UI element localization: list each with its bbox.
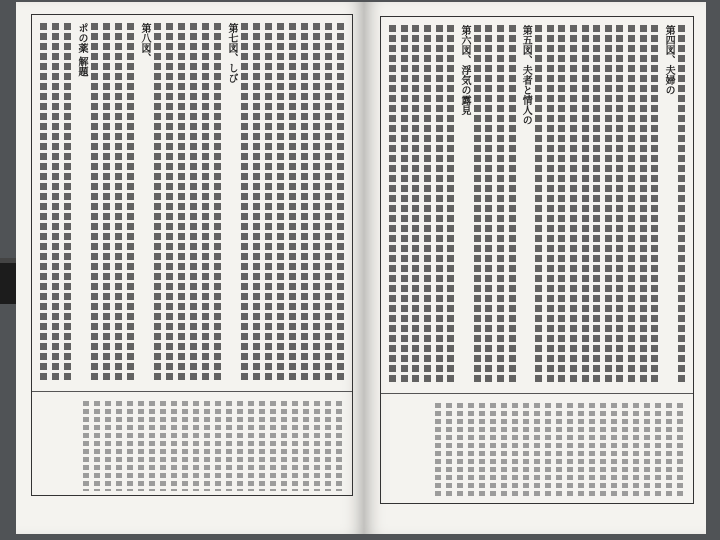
text-column: [64, 23, 71, 383]
text-column: [651, 25, 658, 385]
text-column: [115, 23, 122, 383]
text-column: [474, 25, 481, 385]
text-column: [485, 25, 492, 385]
text-column: [166, 23, 173, 383]
text-column: [497, 25, 504, 385]
left-page: [16, 2, 364, 534]
text-column: [628, 25, 635, 385]
text-column: [436, 25, 443, 385]
text-column: [91, 23, 98, 383]
text-column: [178, 23, 185, 383]
text-column: [558, 25, 565, 385]
text-column: [313, 23, 320, 383]
right-page-frame: [380, 16, 694, 504]
text-column: [40, 23, 47, 383]
left-body-text: [32, 15, 352, 383]
text-column: [253, 23, 260, 383]
text-column: [582, 25, 589, 385]
text-column: [570, 25, 577, 385]
text-column: [509, 25, 516, 385]
text-column: [412, 25, 419, 385]
text-column: [678, 25, 685, 385]
text-column: [277, 23, 284, 383]
text-column: [265, 23, 272, 383]
section-heading: ポの薬 解題: [76, 23, 87, 77]
text-column: [401, 25, 408, 385]
notes-divider: [32, 391, 352, 392]
open-book: [16, 2, 706, 538]
section-heading: 第七図、しび: [226, 23, 237, 83]
section-heading: 第四図、夫婦の: [663, 25, 675, 95]
text-column: [289, 23, 296, 383]
text-column: [593, 25, 600, 385]
left-page-frame: [31, 14, 353, 496]
text-column: [389, 25, 396, 385]
text-column: [52, 23, 59, 383]
notes-divider: [381, 393, 693, 394]
text-column: [547, 25, 554, 385]
right-page: [364, 2, 706, 534]
text-column: [301, 23, 308, 383]
right-footnotes: [381, 399, 693, 503]
section-heading: 第六図、浮気の露見: [458, 25, 470, 115]
left-footnotes: [32, 397, 352, 495]
text-column: [337, 23, 344, 383]
text-column: [325, 23, 332, 383]
text-column: [640, 25, 647, 385]
text-column: [214, 23, 221, 383]
text-column: [127, 23, 134, 383]
text-column: [103, 23, 110, 383]
text-column: [424, 25, 431, 385]
right-body-text: [381, 17, 693, 385]
text-column: [447, 25, 454, 385]
text-column: [154, 23, 161, 383]
text-column: [535, 25, 542, 385]
text-column: [190, 23, 197, 383]
text-column: [202, 23, 209, 383]
text-column: [605, 25, 612, 385]
text-column: [616, 25, 623, 385]
text-column: [241, 23, 248, 383]
section-heading: 第八図、: [139, 23, 150, 63]
section-heading: 第五図、夫者と情人の: [520, 25, 532, 125]
